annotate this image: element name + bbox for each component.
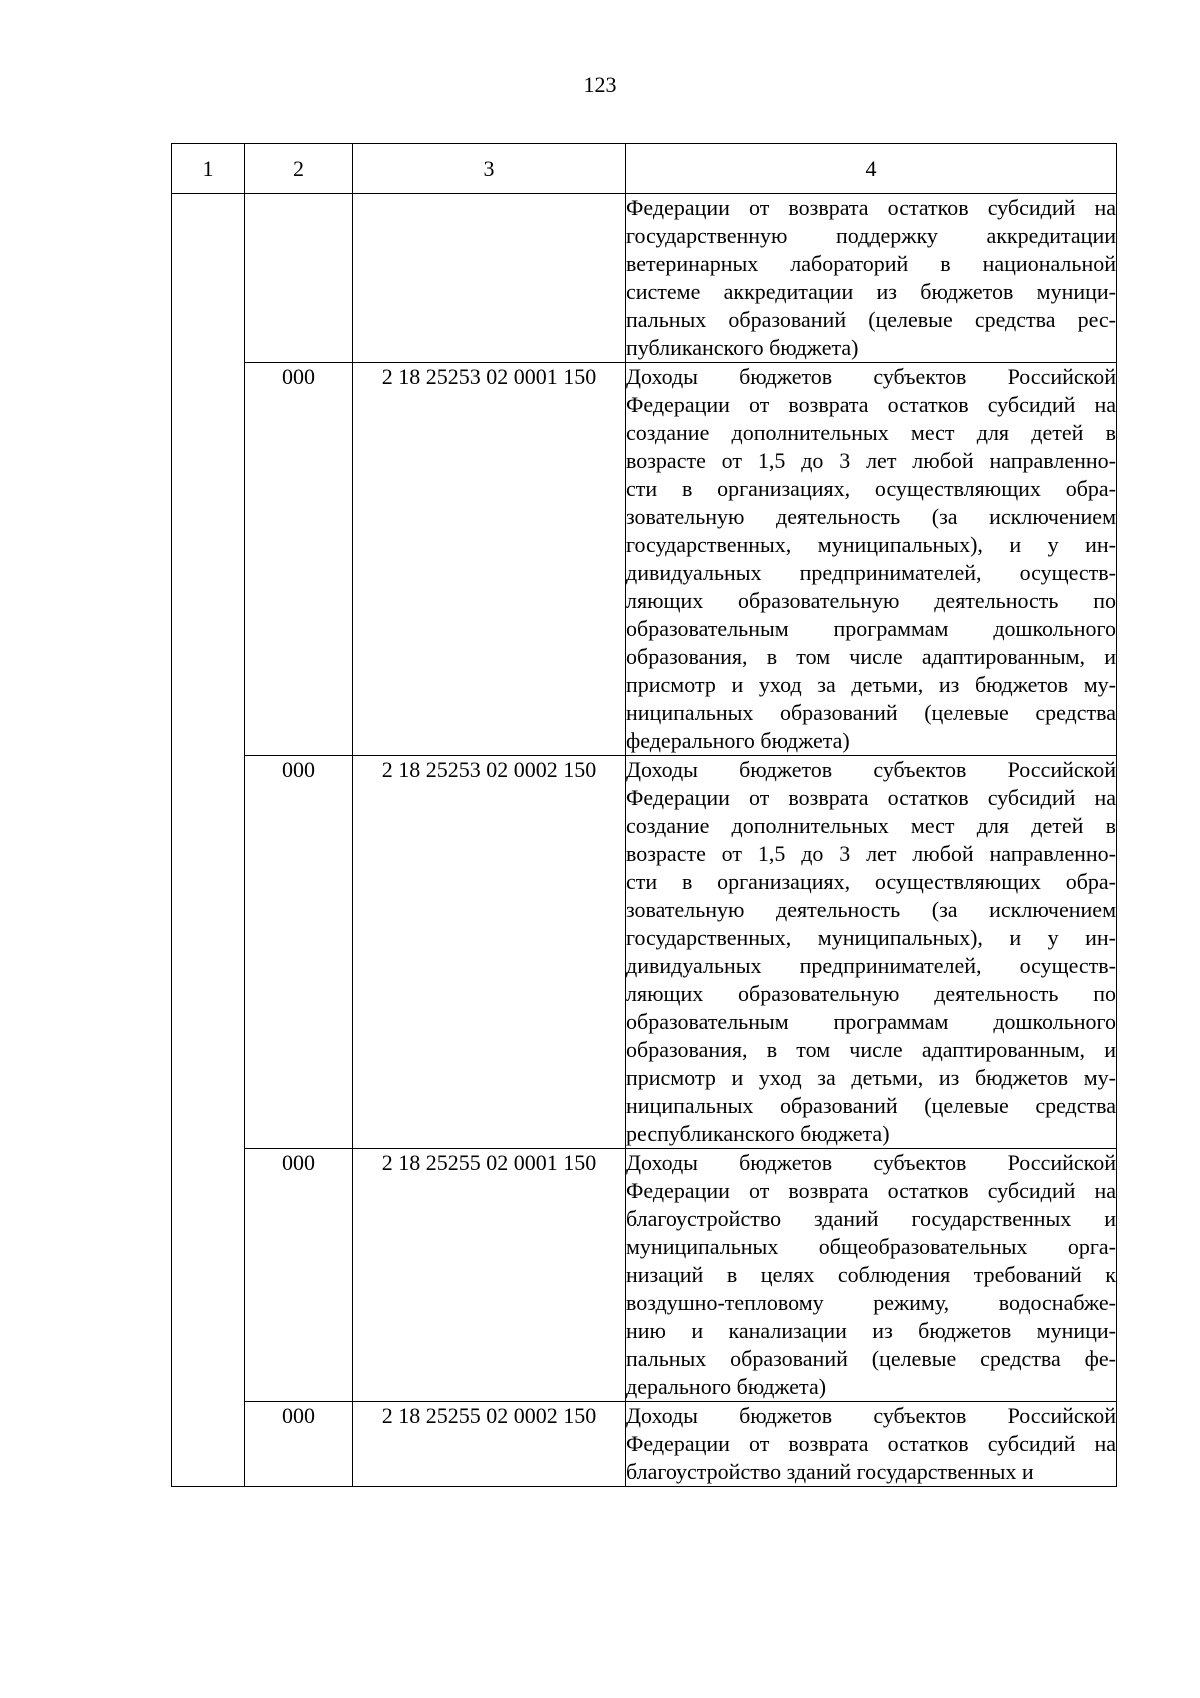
cell-revenue-description [626, 1149, 1117, 1402]
description-line: нию и канализации из бюджетов муници- [626, 1318, 1116, 1343]
description-line: федерального бюджета) [626, 728, 850, 753]
description-line: пальных образований (целевые средства рес- [626, 307, 1116, 332]
description-line: образовательным программам дошкольного [626, 1009, 1116, 1034]
description-line: образования, в том числе адаптированным, и [626, 1037, 1116, 1062]
description-line: Доходы бюджетов субъектов Российской [626, 1150, 1116, 1175]
description-line: публиканского бюджета) [626, 335, 859, 360]
description-line: Федерации от возврата остатков субсидий на [626, 392, 1116, 417]
description-line: зовательную деятельность (за исключением [626, 504, 1116, 529]
description-line: воздушно-тепловому режиму, водоснабже- [626, 1290, 1116, 1315]
cell-col-1 [172, 1402, 245, 1487]
description-line: возрасте от 1,5 до 3 лет любой направленно- [626, 841, 1116, 866]
cell-col-1 [172, 1149, 245, 1402]
header-col-1: 1 [172, 144, 245, 194]
cell-admin-code: 000 [245, 1402, 353, 1487]
description-line: низаций в целях соблюдения требований к [626, 1262, 1116, 1287]
description-line: Доходы бюджетов субъектов Российской [626, 364, 1116, 389]
cell-admin-code: 000 [245, 1149, 353, 1402]
cell-col-1 [172, 194, 245, 363]
description-line: Федерации от возврата остатков субсидий на [626, 1178, 1116, 1203]
description-line: ветеринарных лабораторий в национальной [626, 251, 1116, 276]
description-line: возрасте от 1,5 до 3 лет любой направленно- [626, 448, 1116, 473]
cell-admin-code [245, 194, 353, 363]
cell-budget-classification-code [353, 194, 626, 363]
description-line: дивидуальных предпринимателей, осуществ- [626, 560, 1116, 585]
description-line: ниципальных образований (целевые средства [626, 700, 1116, 725]
header-col-3: 3 [353, 144, 626, 194]
table-header-row [172, 144, 1117, 194]
header-col-2: 2 [245, 144, 353, 194]
description-line: республиканского бюджета) [626, 1121, 890, 1146]
description-line: создание дополнительных мест для детей в [626, 813, 1116, 838]
description-line: присмотр и уход за детьми, из бюджетов му- [626, 1065, 1116, 1090]
cell-budget-classification-code: 2 18 25255 02 0002 150 [353, 1402, 626, 1487]
description-line: муниципальных общеобразовательных орга- [626, 1234, 1116, 1259]
cell-admin-code: 000 [245, 756, 353, 1149]
description-line: ляющих образовательную деятельность по [626, 588, 1116, 613]
budget-revenue-table [171, 143, 1117, 1487]
description-line: Доходы бюджетов субъектов Российской [626, 757, 1116, 782]
description-line: Доходы бюджетов субъектов Российской [626, 1403, 1116, 1428]
cell-budget-classification-code: 2 18 25253 02 0001 150 [353, 363, 626, 756]
description-line: благоустройство зданий государственных и [626, 1459, 1034, 1484]
cell-budget-classification-code: 2 18 25255 02 0001 150 [353, 1149, 626, 1402]
description-line: сти в организациях, осуществляющих обра- [626, 869, 1116, 894]
cell-col-1 [172, 756, 245, 1149]
cell-revenue-description [626, 1402, 1117, 1487]
cell-budget-classification-code: 2 18 25253 02 0002 150 [353, 756, 626, 1149]
description-line: Федерации от возврата остатков субсидий на [626, 1431, 1116, 1456]
description-line: Федерации от возврата остатков субсидий на [626, 195, 1116, 220]
cell-col-1 [172, 363, 245, 756]
cell-revenue-description [626, 363, 1117, 756]
description-line: зовательную деятельность (за исключением [626, 897, 1116, 922]
description-line: сти в организациях, осуществляющих обра- [626, 476, 1116, 501]
description-line: создание дополнительных мест для детей в [626, 420, 1116, 445]
description-line: присмотр и уход за детьми, из бюджетов му- [626, 672, 1116, 697]
cell-revenue-description [626, 756, 1117, 1149]
description-line: пальных образований (целевые средства фе- [626, 1346, 1116, 1371]
table-row [172, 1149, 1117, 1402]
cell-revenue-description [626, 194, 1117, 363]
cell-admin-code: 000 [245, 363, 353, 756]
description-line: дерального бюджета) [626, 1374, 827, 1399]
description-line: дивидуальных предпринимателей, осуществ- [626, 953, 1116, 978]
description-line: благоустройство зданий государственных и [626, 1206, 1116, 1231]
table-body [172, 194, 1117, 1487]
description-line: системе аккредитации из бюджетов муници- [626, 279, 1116, 304]
table-header [172, 144, 1117, 194]
description-line: образовательным программам дошкольного [626, 616, 1116, 641]
page-number: 123 [583, 72, 617, 97]
description-line: государственных, муниципальных), и у ин- [626, 925, 1116, 950]
description-line: Федерации от возврата остатков субсидий на [626, 785, 1116, 810]
description-line: образования, в том числе адаптированным, и [626, 644, 1116, 669]
description-line: ляющих образовательную деятельность по [626, 981, 1116, 1006]
table-row [172, 363, 1117, 756]
header-col-4: 4 [626, 144, 1117, 194]
table-row [172, 756, 1117, 1149]
table-row [172, 1402, 1117, 1487]
description-line: ниципальных образований (целевые средства [626, 1093, 1116, 1118]
description-line: государственную поддержку аккредитации [626, 223, 1116, 248]
table-row [172, 194, 1117, 363]
description-line: государственных, муниципальных), и у ин- [626, 532, 1116, 557]
